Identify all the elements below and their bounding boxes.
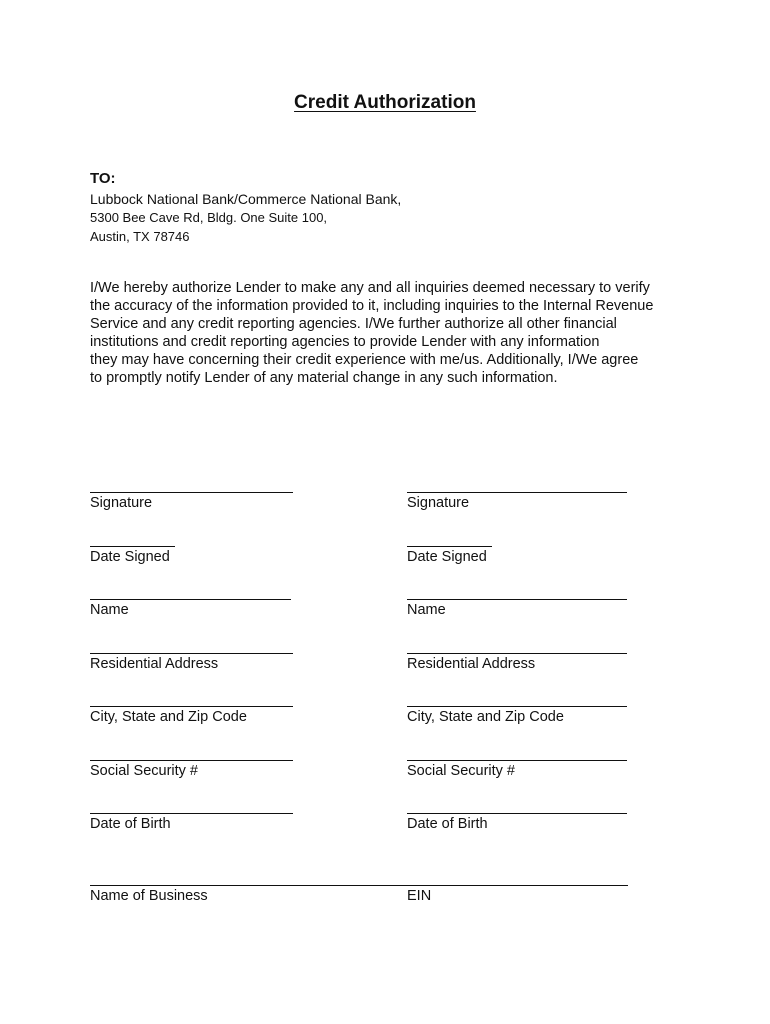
date-of-birth-label: Date of Birth bbox=[90, 816, 171, 832]
date-signed-line[interactable] bbox=[407, 546, 492, 547]
signature-line[interactable] bbox=[90, 492, 293, 493]
signature-label: Signature bbox=[407, 495, 470, 511]
date-signed-label: Date Signed bbox=[90, 549, 170, 565]
city-state-zip-line[interactable] bbox=[90, 706, 293, 707]
authorization-paragraph-line: institutions and credit reporting agencies to provide Lender with any information bbox=[90, 334, 600, 350]
ein-label: EIN bbox=[407, 888, 432, 904]
social-security-line[interactable] bbox=[407, 760, 627, 761]
date-of-birth-label: Date of Birth bbox=[407, 816, 488, 832]
city-state-zip-label: City, State and Zip Code bbox=[90, 709, 247, 725]
residential-address-label: Residential Address bbox=[407, 656, 536, 672]
document-title: Credit Authorization bbox=[294, 92, 476, 113]
authorization-paragraph-line: I/We hereby authorize Lender to make any and all inquiries deemed necessary to verify bbox=[90, 280, 650, 296]
name-line[interactable] bbox=[407, 599, 627, 600]
date-signed-line[interactable] bbox=[90, 546, 175, 547]
address-line-1: Lubbock National Bank/Commerce National Bank, bbox=[90, 191, 402, 207]
city-state-zip-line[interactable] bbox=[407, 706, 627, 707]
residential-address-line[interactable] bbox=[407, 653, 627, 654]
name-label: Name bbox=[90, 602, 129, 618]
authorization-paragraph-line: they may have concerning their credit experience with me/us. Additionally, I/We agree bbox=[90, 352, 639, 368]
authorization-paragraph-line: Service and any credit reporting agencies. I/We further authorize all other financial bbox=[90, 316, 617, 332]
business-line[interactable] bbox=[90, 885, 628, 886]
address-line-3: Austin, TX 78746 bbox=[90, 229, 190, 244]
date-of-birth-line[interactable] bbox=[90, 813, 293, 814]
authorization-paragraph-line: to promptly notify Lender of any material change in any such information. bbox=[90, 370, 558, 386]
social-security-line[interactable] bbox=[90, 760, 293, 761]
social-security-label: Social Security # bbox=[90, 763, 198, 779]
residential-address-line[interactable] bbox=[90, 653, 293, 654]
signature-line[interactable] bbox=[407, 492, 627, 493]
authorization-paragraph-line: the accuracy of the information provided to it, including inquiries to the Internal Revenue bbox=[90, 298, 654, 314]
date-signed-label: Date Signed bbox=[407, 549, 487, 565]
to-label: TO: bbox=[90, 170, 116, 187]
name-label: Name bbox=[407, 602, 446, 618]
name-of-business-label: Name of Business bbox=[90, 888, 208, 904]
social-security-label: Social Security # bbox=[407, 763, 515, 779]
date-of-birth-line[interactable] bbox=[407, 813, 627, 814]
residential-address-label: Residential Address bbox=[90, 656, 219, 672]
city-state-zip-label: City, State and Zip Code bbox=[407, 709, 564, 725]
name-line[interactable] bbox=[90, 599, 291, 600]
signature-label: Signature bbox=[90, 495, 153, 511]
address-line-2: 5300 Bee Cave Rd, Bldg. One Suite 100, bbox=[90, 210, 328, 225]
